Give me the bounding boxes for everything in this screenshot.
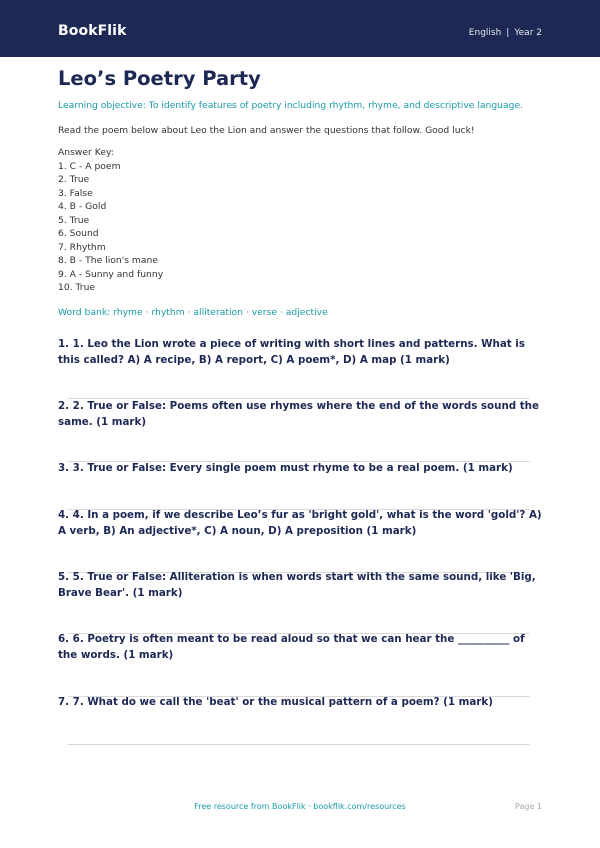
- answer-key-item: 2. True: [58, 174, 90, 185]
- subject-label: English: [468, 28, 502, 38]
- year-label: Year 2: [514, 28, 542, 38]
- question-1: 1. 1. Leo the Lion wrote a piece of writing with short lines and patterns. What is this called? A) A recipe, B) A report, C) A poem*, D) A map (1 mark): [58, 338, 525, 366]
- answer-key-item: 1. C - A poem: [58, 160, 121, 172]
- answer-key: [58, 146, 163, 295]
- answer-key-item: 5. True: [58, 214, 90, 226]
- answer-key-item: 3. False: [58, 187, 93, 199]
- question-5: 5. 5. True or False: Alliteration is when words start with the same sound, like 'Big, Brave Bear'. (1 mark): [58, 571, 536, 599]
- question-4: 4. 4. In a poem, if we describe Leo’s fur as 'bright gold', what is the word 'gold'? A) A verb, B) An adjective*, C) A noun, D) A preposition (1 mark): [58, 509, 542, 537]
- answer-key-item: 10. True: [58, 282, 96, 293]
- word-bank: Word bank: rhyme · rhythm · alliteration · verse · adjective: [58, 307, 328, 318]
- answer-key-item: 9. A - Sunny and funny: [58, 268, 164, 280]
- intro-text: Read the poem below about Leo the Lion and answer the questions that follow. Good luck!: [58, 125, 475, 136]
- meta-separator: |: [506, 28, 510, 38]
- question-3: 3. 3. True or False: Every single poem must rhyme to be a real poem. (1 mark): [58, 462, 513, 474]
- question-7: 7. 7. What do we call the 'beat' or the musical pattern of a poem? (1 mark): [58, 696, 493, 708]
- page-title: Leo’s Poetry Party: [58, 67, 261, 90]
- page-number: Page 1: [515, 802, 542, 811]
- brand-logo-text: BookFlik: [58, 23, 127, 39]
- question-6: 6. 6. Poetry is often meant to be read aloud so that we can hear the __________ of the words. (1 mark): [58, 633, 525, 661]
- answer-key-item: 4. B - Gold: [58, 201, 107, 212]
- page-header: [0, 0, 600, 57]
- learning-objective: Learning objective: To identify features of poetry including rhythm, rhyme, and descriptive language.: [58, 100, 524, 111]
- footer-resource-link[interactable]: Free resource from BookFlik · bookflik.com/resources: [194, 802, 406, 811]
- answer-key-item: 8. B - The lion's mane: [58, 255, 158, 266]
- answer-key-item: 7. Rhythm: [58, 241, 106, 253]
- answer-key-item: 6. Sound: [58, 228, 99, 239]
- answer-key-label: Answer Key:: [58, 147, 114, 158]
- answer-line: [68, 744, 530, 745]
- subject-year-label: [469, 28, 542, 38]
- question-2: 2. 2. True or False: Poems often use rhymes where the end of the words sound the same. (1 mark): [58, 400, 539, 428]
